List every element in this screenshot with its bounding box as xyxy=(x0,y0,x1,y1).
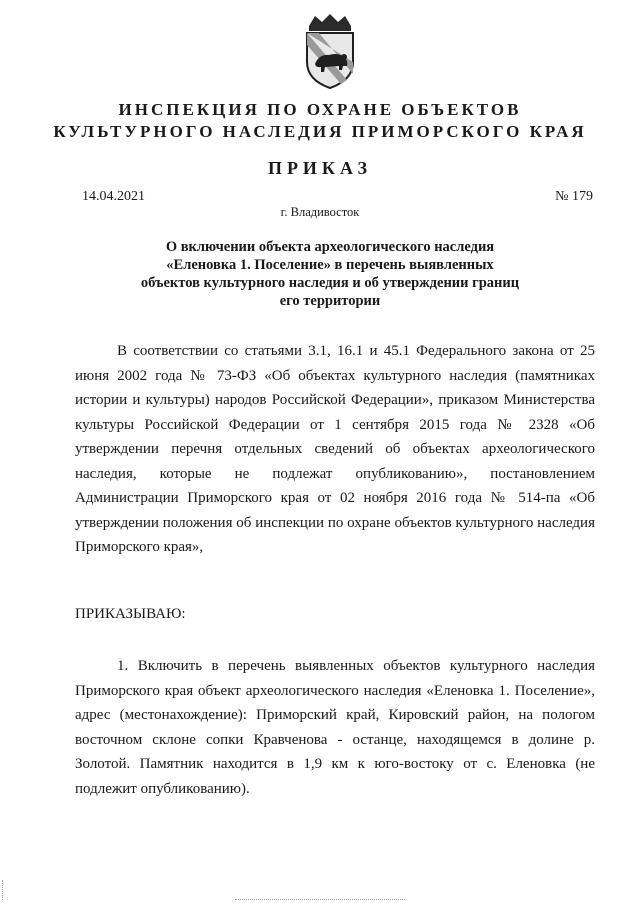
document-type-title: ПРИКАЗ xyxy=(267,158,373,178)
coat-of-arms-icon xyxy=(295,12,365,90)
scan-margin-mark xyxy=(2,880,4,900)
preamble-paragraph: В соответствии со статьями 3.1, 16.1 и 45.1 Федерального закона от 25 июня 2002 года № 73-ФЗ «Об объектах культурного наследия (памятниках истории и культуры) народов Российской Федерации», приказом Министерства культуры Российской Федерации от 1 сентября 2015 года № 2328 «Об утверждении перечня отдельных сведений об объектах археологического наследия, которые не подлежат опубликованию», постановлением Администрации Приморского края от 02 ноября 2016 года № 514-па «Об утверждении положения об инспекции по охране объектов культурного наследия Приморского края», xyxy=(75,343,595,555)
order-item-1: 1. Включить в перечень выявленных объектов культурного наследия Приморского края объект археологического наследия «Еленовка 1. Поселение», адрес (местонахождение): Приморский край, Кировский район, на пологом восточном склоне сопки Кравченова - останце, находящемся в долине р. Золотой. Памятник находится в 1,9 км к юго-востоку от с. Еленовка (не подлежит опубликованию). xyxy=(75,658,595,797)
page-footer-divider xyxy=(235,899,405,900)
document-number: № 179 xyxy=(555,189,593,204)
document-city: г. Владивосток xyxy=(280,205,360,219)
order-directive-word: ПРИКАЗЫВАЮ: xyxy=(75,606,186,622)
document-date: 14.04.2021 xyxy=(82,189,145,204)
issuing-organization-line-2: КУЛЬТУРНОГО НАСЛЕДИЯ ПРИМОРСКОГО КРАЯ xyxy=(53,122,587,141)
issuing-organization-line-1: ИНСПЕКЦИЯ ПО ОХРАНЕ ОБЪЕКТОВ xyxy=(118,100,522,119)
document-subject: О включении объекта археологического наследия «Еленовка 1. Поселение» в перечень выявленных объектов культурного наследия и об утверждении границ его территории xyxy=(140,239,520,309)
